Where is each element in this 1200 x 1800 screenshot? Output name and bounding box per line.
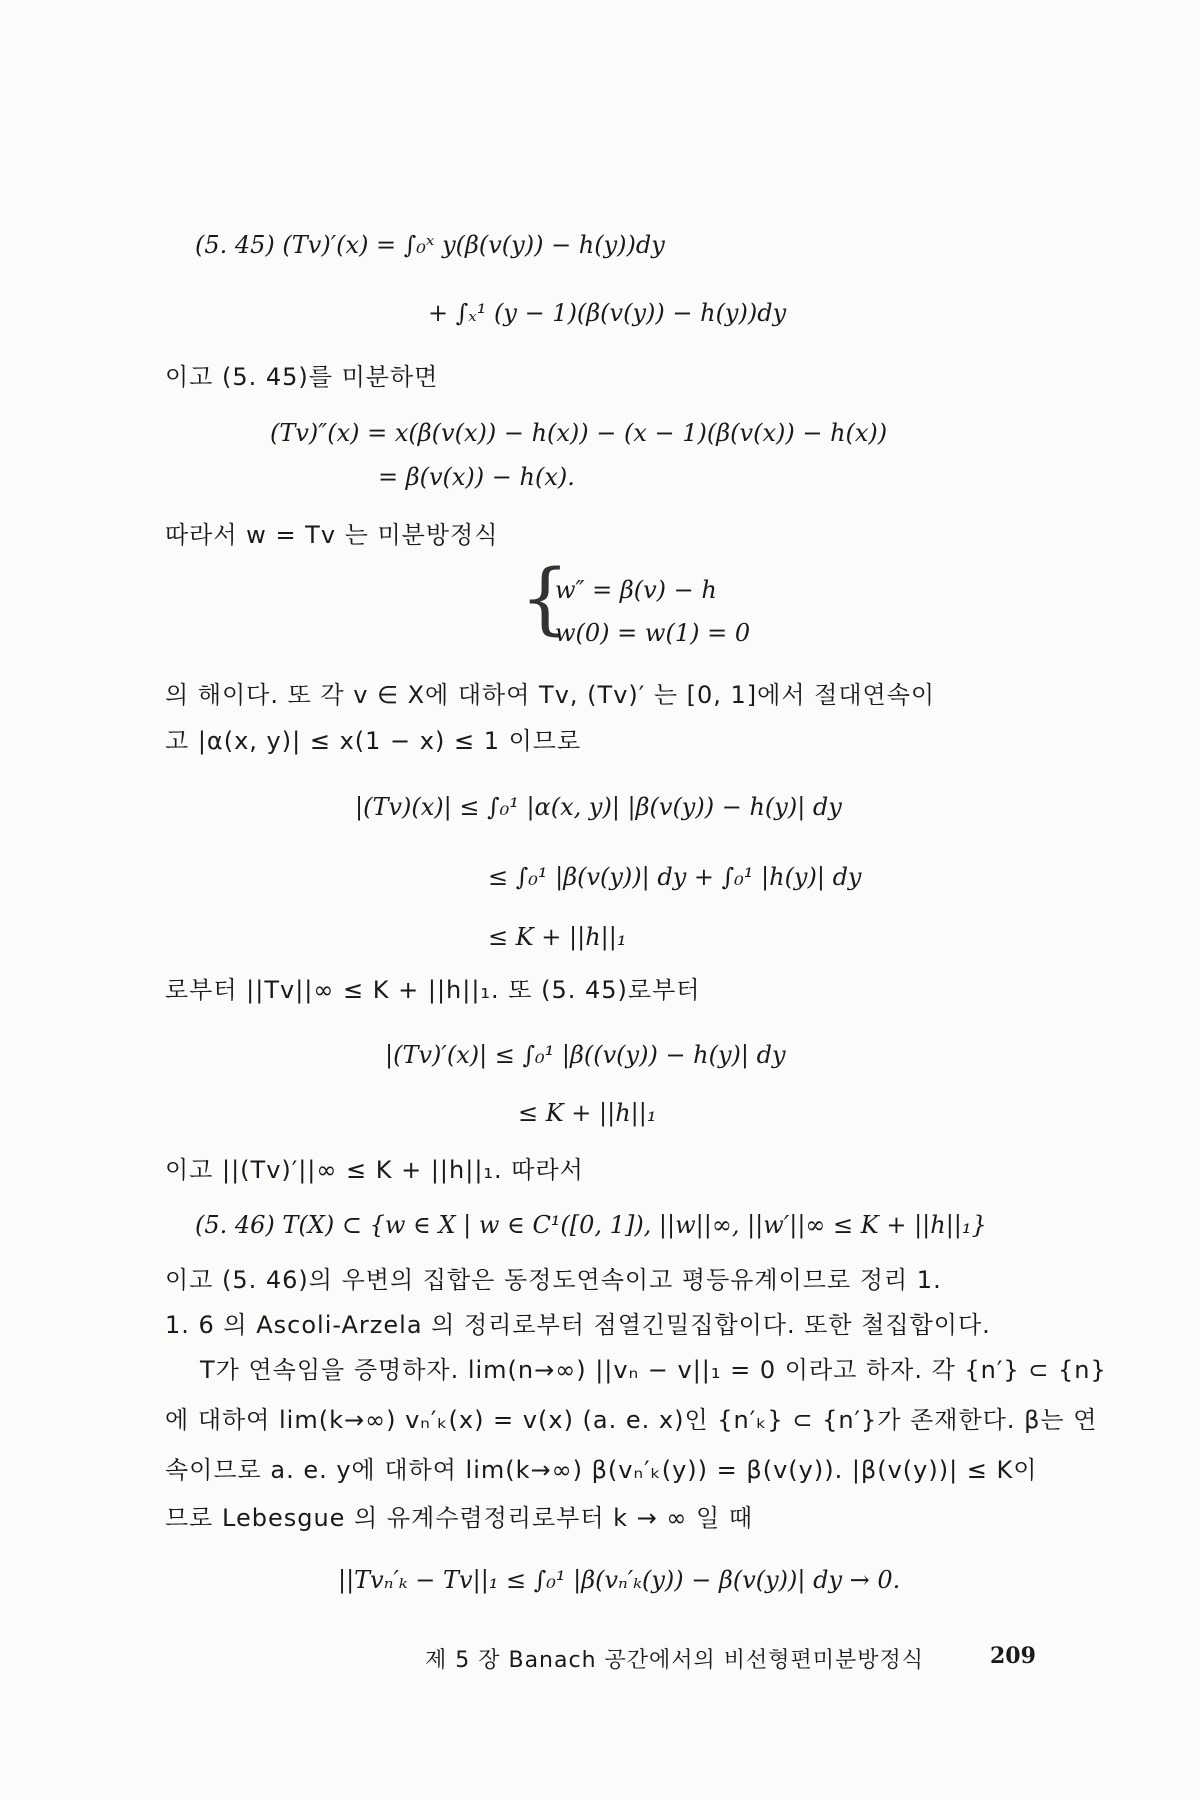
system-equation-1: w″ = β(v) − h — [555, 576, 717, 604]
equation-5-46: (5. 46) T(X) ⊂ {w ∈ X | w ∈ C¹([0, 1]), ||w||∞, ||w′||∞ ≤ K + ||h||₁} — [195, 1211, 987, 1239]
text-line-equicontinuous: 이고 (5. 46)의 우변의 집합은 동정도연속이고 평등유계이므로 정리 1. — [165, 1266, 942, 1294]
text-line-continuity: T가 연속임을 증명하자. lim(n→∞) ||vₙ − v||₁ = 0 이라고 하자. 각 {n′} ⊂ {n} — [200, 1356, 1107, 1384]
inequality-derivative-1: |(Tv)′(x)| ≤ ∫₀¹ |β((v(y)) − h(y)| dy — [385, 1041, 786, 1069]
text-line-hence: 따라서 w = Tv 는 미분방정식 — [165, 521, 499, 549]
inequality-line-2: ≤ ∫₀¹ |β(v(y))| dy + ∫₀¹ |h(y)| dy — [488, 863, 862, 891]
equation-second-derivative-result: = β(v(x)) − h(x). — [378, 463, 575, 491]
inequality-line-3: ≤ K + ||h||₁ — [488, 923, 627, 951]
text-line-lebesgue: 므로 Lebesgue 의 유계수렴정리로부터 k → ∞ 일 때 — [165, 1504, 754, 1532]
final-convergence-inequality: ||Tvₙ′ₖ − Tv||₁ ≤ ∫₀¹ |β(vₙ′ₖ(y)) − β(v(y))| dy → 0. — [338, 1566, 901, 1594]
inequality-line-1: |(Tv)(x)| ≤ ∫₀¹ |α(x, y)| |β(v(y)) − h(y)| dy — [355, 793, 842, 821]
text-line-derivative-norm: 이고 ||(Tv)′||∞ ≤ K + ||h||₁. 따라서 — [165, 1156, 584, 1184]
page-number: 209 — [990, 1643, 1036, 1669]
text-line-solution: 의 해이다. 또 각 v ∈ X에 대하여 Tv, (Tv)′ 는 [0, 1]에서 절대연속이 — [165, 681, 936, 709]
system-brace: { — [520, 554, 570, 644]
text-line-alpha-bound: 고 |α(x, y)| ≤ x(1 − x) ≤ 1 이므로 — [165, 727, 582, 755]
text-line-subsequence: 에 대하여 lim(k→∞) vₙ′ₖ(x) = v(x) (a. e. x)인 {n′ₖ} ⊂ {n′}가 존재한다. β는 연 — [165, 1406, 1098, 1434]
equation-second-derivative: (Tv)″(x) = x(β(v(x)) − h(x)) − (x − 1)(β(v(x)) − h(x)) — [270, 419, 888, 447]
equation-5-45-line1: (5. 45) (Tv)′(x) = ∫₀ˣ y(β(v(y)) − h(y))dy — [195, 231, 665, 259]
text-line-differentiate: 이고 (5. 45)를 미분하면 — [165, 363, 439, 391]
text-line-ascoli-arzela: 1. 6 의 Ascoli-Arzela 의 정리로부터 점열긴밀집합이다. 또한 철집합이다. — [165, 1311, 991, 1339]
inequality-derivative-2: ≤ K + ||h||₁ — [518, 1099, 657, 1127]
equation-5-45-line2: + ∫ₓ¹ (y − 1)(β(v(y)) − h(y))dy — [428, 299, 787, 327]
text-line-sup-norm: 로부터 ||Tv||∞ ≤ K + ||h||₁. 또 (5. 45)로부터 — [165, 976, 701, 1004]
text-line-beta-continuous: 속이므로 a. e. y에 대하여 lim(k→∞) β(vₙ′ₖ(y)) = β(v(y)). |β(v(y))| ≤ K이 — [165, 1456, 1038, 1484]
system-equation-2: w(0) = w(1) = 0 — [555, 619, 751, 647]
running-footer-chapter: 제 5 장 Banach 공간에서의 비선형편미분방정식 — [425, 1648, 925, 1673]
